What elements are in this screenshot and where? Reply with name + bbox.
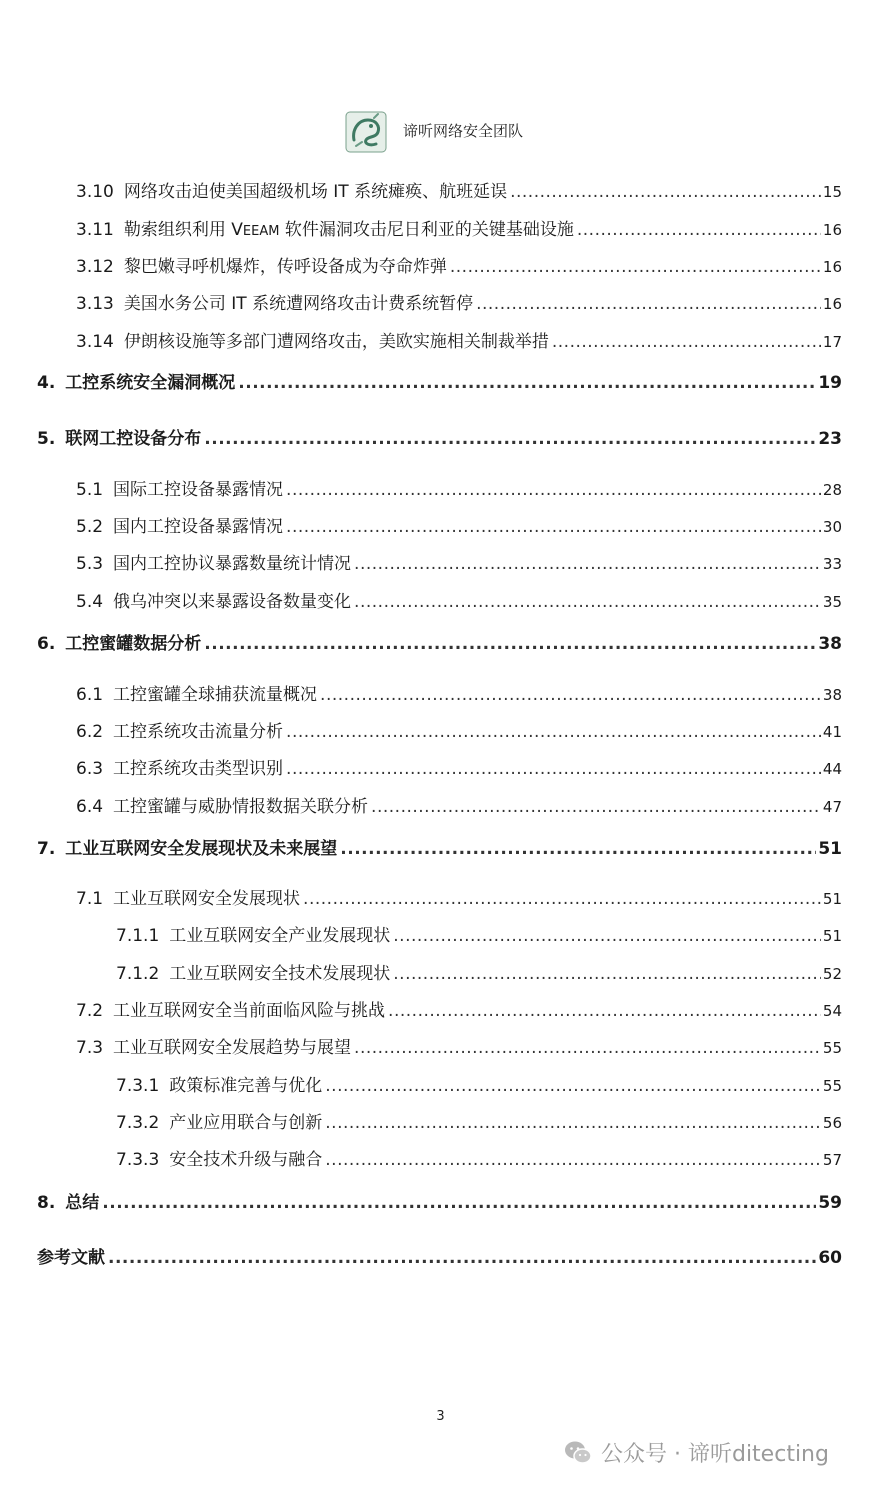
toc-entry-page: 51 <box>822 890 842 908</box>
toc-entry-title <box>169 962 390 986</box>
toc-entry-page: 19 <box>818 373 842 393</box>
toc-entry-title <box>37 1246 105 1270</box>
toc-leader-dots <box>286 720 821 744</box>
toc-entry-title <box>124 180 507 204</box>
toc-entry-title-part: 工业互联网安全发展现状及未来展望 <box>65 839 338 859</box>
toc-entry-number: 3.10 <box>76 182 114 202</box>
toc-entry-page: 38 <box>818 634 842 654</box>
toc-entry-title-part: 网络攻击迫使美国超级机场 IT 系统瘫痪、航班延误 <box>123 182 508 202</box>
toc-entry-number: 6.4 <box>76 797 104 817</box>
toc-entry-title-part: 总结 <box>65 1193 100 1213</box>
toc-entry-title-part: 工控系统攻击流量分析 <box>113 722 284 742</box>
toc-leader-dots <box>354 1036 821 1060</box>
watermark-text: 公众号 · 谛听ditecting <box>601 1442 829 1467</box>
toc-entry[interactable] <box>37 371 842 395</box>
toc-entry-title-part: 联网工控设备分布 <box>65 429 202 449</box>
toc-entry-title-part: 软件漏洞攻击尼日利亚的关键基础设施 <box>279 220 574 240</box>
toc-entry-page: 59 <box>818 1193 842 1213</box>
toc-entry-number: 7.1.2 <box>116 964 160 984</box>
toc-entry-title-part: 美国水务公司 IT 系统遭网络攻击计费系统暂停 <box>123 294 474 314</box>
toc-leader-dots <box>303 887 821 911</box>
toc-entry-title-part: 黎巴嫩寻呼机爆炸，传呼设备成为夺命炸弹 <box>123 257 447 277</box>
toc-entry-title-part: 工控蜜罐全球捕获流量概况 <box>113 685 318 705</box>
toc-entry-page: 38 <box>822 686 842 704</box>
toc-entry[interactable] <box>116 1111 842 1135</box>
toc-entry[interactable] <box>37 632 842 656</box>
toc-entry-title-part: 工控系统攻击类型识别 <box>113 759 284 779</box>
toc-entry-number: 6.1 <box>76 685 104 705</box>
toc-entry[interactable] <box>76 255 842 279</box>
toc-entry-title <box>113 887 300 911</box>
toc-entry-title-part: 安全技术升级与融合 <box>169 1150 323 1170</box>
toc-entry-page: 16 <box>822 258 842 276</box>
toc-entry-title <box>113 478 283 502</box>
toc-entry[interactable] <box>37 427 842 451</box>
toc-entry-number: 7.3.1 <box>116 1076 160 1096</box>
toc-leader-dots <box>286 478 821 502</box>
toc-entry[interactable] <box>116 1074 842 1098</box>
toc-entry-number: 4. <box>37 373 56 393</box>
toc-entry-title <box>113 795 368 819</box>
toc-entry-title-part: 工业互联网安全产业发展现状 <box>169 926 391 946</box>
toc-entry-title <box>113 757 283 781</box>
toc-entry-page: 35 <box>822 593 842 611</box>
toc-entry-title-part: 俄乌冲突以来暴露设备数量变化 <box>113 592 352 612</box>
toc-entry-number: 3.14 <box>76 332 114 352</box>
toc-entry-number: 6.3 <box>76 759 104 779</box>
toc-entry-title-part: 国内工控设备暴露情况 <box>113 517 284 537</box>
toc-entry[interactable] <box>76 720 842 744</box>
toc-leader-dots <box>325 1074 821 1098</box>
toc-leader-dots <box>476 292 821 316</box>
toc-leader-dots <box>286 515 821 539</box>
toc-entry-page: 30 <box>822 518 842 536</box>
toc-entry-title <box>113 590 351 614</box>
wechat-icon <box>563 1438 593 1468</box>
toc-entry[interactable] <box>76 478 842 502</box>
toc-entry[interactable] <box>76 683 842 707</box>
toc-leader-dots <box>102 1191 816 1215</box>
toc-entry[interactable] <box>116 924 842 948</box>
toc-entry[interactable] <box>116 1148 842 1172</box>
toc-entry-title-part: 国际工控设备暴露情况 <box>113 480 284 500</box>
toc-entry-title <box>113 552 351 576</box>
toc-entry-number: 7. <box>37 839 56 859</box>
toc-entry-number: 7.3 <box>76 1038 104 1058</box>
toc-entry-title <box>65 837 337 861</box>
toc-entry[interactable] <box>37 1246 842 1270</box>
toc-entry-page: 54 <box>822 1002 842 1020</box>
toc-entry-page: 51 <box>822 927 842 945</box>
toc-entry-page: 52 <box>822 965 842 983</box>
toc-entry-title <box>65 1191 99 1215</box>
toc-entry-title <box>65 371 235 395</box>
toc-leader-dots <box>340 837 816 861</box>
toc-entry[interactable] <box>76 330 842 354</box>
header-title: 谛听网络安全团队 <box>403 122 524 140</box>
toc-leader-dots <box>450 255 821 279</box>
toc-entry-page: 16 <box>822 295 842 313</box>
toc-entry-number: 7.1 <box>76 889 104 909</box>
toc-entry-number: 5.2 <box>76 517 104 537</box>
toc-entry-title-part: 伊朗核设施等多部门遭网络攻击，美欧实施相关制裁举措 <box>123 332 549 352</box>
toc-entry-page: 33 <box>822 555 842 573</box>
page-number: 3 <box>436 1409 445 1424</box>
toc-entry-number: 8. <box>37 1193 56 1213</box>
toc-entry[interactable] <box>37 837 842 861</box>
toc-entry-title-part: 工业互联网安全发展现状 <box>113 889 301 909</box>
toc-leader-dots <box>388 999 821 1023</box>
toc-entry-number: 5.1 <box>76 480 104 500</box>
toc-entry-title <box>124 255 447 279</box>
toc-entry-number: 6.2 <box>76 722 104 742</box>
toc-entry-title <box>169 924 390 948</box>
toc-entry-title-part: 产业应用联合与创新 <box>169 1113 323 1133</box>
toc-entry-title <box>65 632 201 656</box>
toc-entry-page: 55 <box>822 1039 842 1057</box>
toc-entry-title-part: 工业互联网安全当前面临风险与挑战 <box>113 1001 386 1021</box>
toc-entry-title <box>169 1148 322 1172</box>
toc-entry-number: 6. <box>37 634 56 654</box>
toc-entry-title-part: 工控蜜罐数据分析 <box>65 634 202 654</box>
toc-entry-title <box>169 1111 322 1135</box>
toc-entry[interactable] <box>116 962 842 986</box>
toc-entry-title <box>113 683 317 707</box>
toc-entry-title-part: 工业互联网安全发展趋势与展望 <box>113 1038 352 1058</box>
toc-entry-title <box>113 1036 351 1060</box>
toc-leader-dots <box>238 371 816 395</box>
toc-entry[interactable] <box>76 999 842 1023</box>
toc-leader-dots <box>325 1148 821 1172</box>
toc-leader-dots <box>393 962 821 986</box>
toc-entry-title-part: 国内工控协议暴露数量统计情况 <box>113 554 352 574</box>
toc-entry[interactable] <box>76 1036 842 1060</box>
toc-entry-title <box>113 720 283 744</box>
toc-entry-number: 3.13 <box>76 294 114 314</box>
toc-leader-dots <box>510 180 821 204</box>
toc-entry-title-smallcaps: EEAM <box>242 224 280 239</box>
toc-leader-dots <box>108 1246 816 1270</box>
toc-entry[interactable] <box>76 180 842 204</box>
toc-leader-dots <box>393 924 821 948</box>
toc-leader-dots <box>371 795 821 819</box>
toc-entry[interactable] <box>76 887 842 911</box>
toc-entry-number: 7.1.1 <box>116 926 160 946</box>
toc-entry[interactable] <box>76 292 842 316</box>
toc-entry[interactable] <box>76 795 842 819</box>
toc-leader-dots <box>354 590 821 614</box>
toc-entry-number: 5. <box>37 429 56 449</box>
toc-entry-page: 15 <box>822 183 842 201</box>
dragon-logo-icon <box>344 110 388 154</box>
toc-entry-title-part: 政策标准完善与优化 <box>169 1076 323 1096</box>
toc-entry-title-part: 工业互联网安全技术发展现状 <box>169 964 391 984</box>
toc-entry-title-part: 工控系统安全漏洞概况 <box>65 373 236 393</box>
toc-entry-title <box>113 999 385 1023</box>
toc-leader-dots <box>354 552 821 576</box>
toc-entry[interactable] <box>76 552 842 576</box>
toc-leader-dots <box>552 330 821 354</box>
toc-entry-page: 56 <box>822 1114 842 1132</box>
page-header <box>0 108 881 154</box>
toc-entry-number: 5.3 <box>76 554 104 574</box>
toc-entry-title-part: 工控蜜罐与威胁情报数据关联分析 <box>113 797 369 817</box>
toc-entry-page: 44 <box>822 760 842 778</box>
toc-entry-title <box>65 427 201 451</box>
toc-entry[interactable] <box>76 218 842 242</box>
watermark <box>563 1437 829 1468</box>
toc-leader-dots <box>577 218 821 242</box>
toc-entry-page: 28 <box>822 481 842 499</box>
toc-entry[interactable] <box>76 757 842 781</box>
toc-entry-number: 7.3.3 <box>116 1150 160 1170</box>
toc-entry-title <box>169 1074 322 1098</box>
toc-entry-number: 3.11 <box>76 220 114 240</box>
toc-entry-number: 7.3.2 <box>116 1113 160 1133</box>
toc-entry-number: 5.4 <box>76 592 104 612</box>
toc-entry-page: 51 <box>818 839 842 859</box>
toc-entry-title <box>124 330 549 354</box>
toc-entry-title <box>124 292 473 316</box>
toc-leader-dots <box>286 757 821 781</box>
toc-entry-page: 17 <box>822 333 842 351</box>
toc-entry[interactable] <box>37 1191 842 1215</box>
toc-leader-dots <box>320 683 821 707</box>
toc-entry[interactable] <box>76 515 842 539</box>
toc-entry-page: 23 <box>818 429 842 449</box>
toc-entry-number: 3.12 <box>76 257 114 277</box>
toc-entry-title <box>124 218 574 244</box>
toc-entry[interactable] <box>76 590 842 614</box>
toc-entry-page: 16 <box>822 221 842 239</box>
toc-entry-page: 55 <box>822 1077 842 1095</box>
toc-leader-dots <box>204 632 816 656</box>
toc-leader-dots <box>204 427 816 451</box>
toc-entry-title <box>113 515 283 539</box>
toc-entry-page: 47 <box>822 798 842 816</box>
toc-entry-page: 41 <box>822 723 842 741</box>
toc-leader-dots <box>325 1111 821 1135</box>
toc-entry-number: 7.2 <box>76 1001 104 1021</box>
toc-entry-title-part: 参考文献 <box>37 1248 105 1268</box>
toc-entry-title-part: 勒索组织利用 V <box>123 220 243 240</box>
toc-entry-page: 57 <box>822 1151 842 1169</box>
toc-entry-page: 60 <box>818 1248 842 1268</box>
